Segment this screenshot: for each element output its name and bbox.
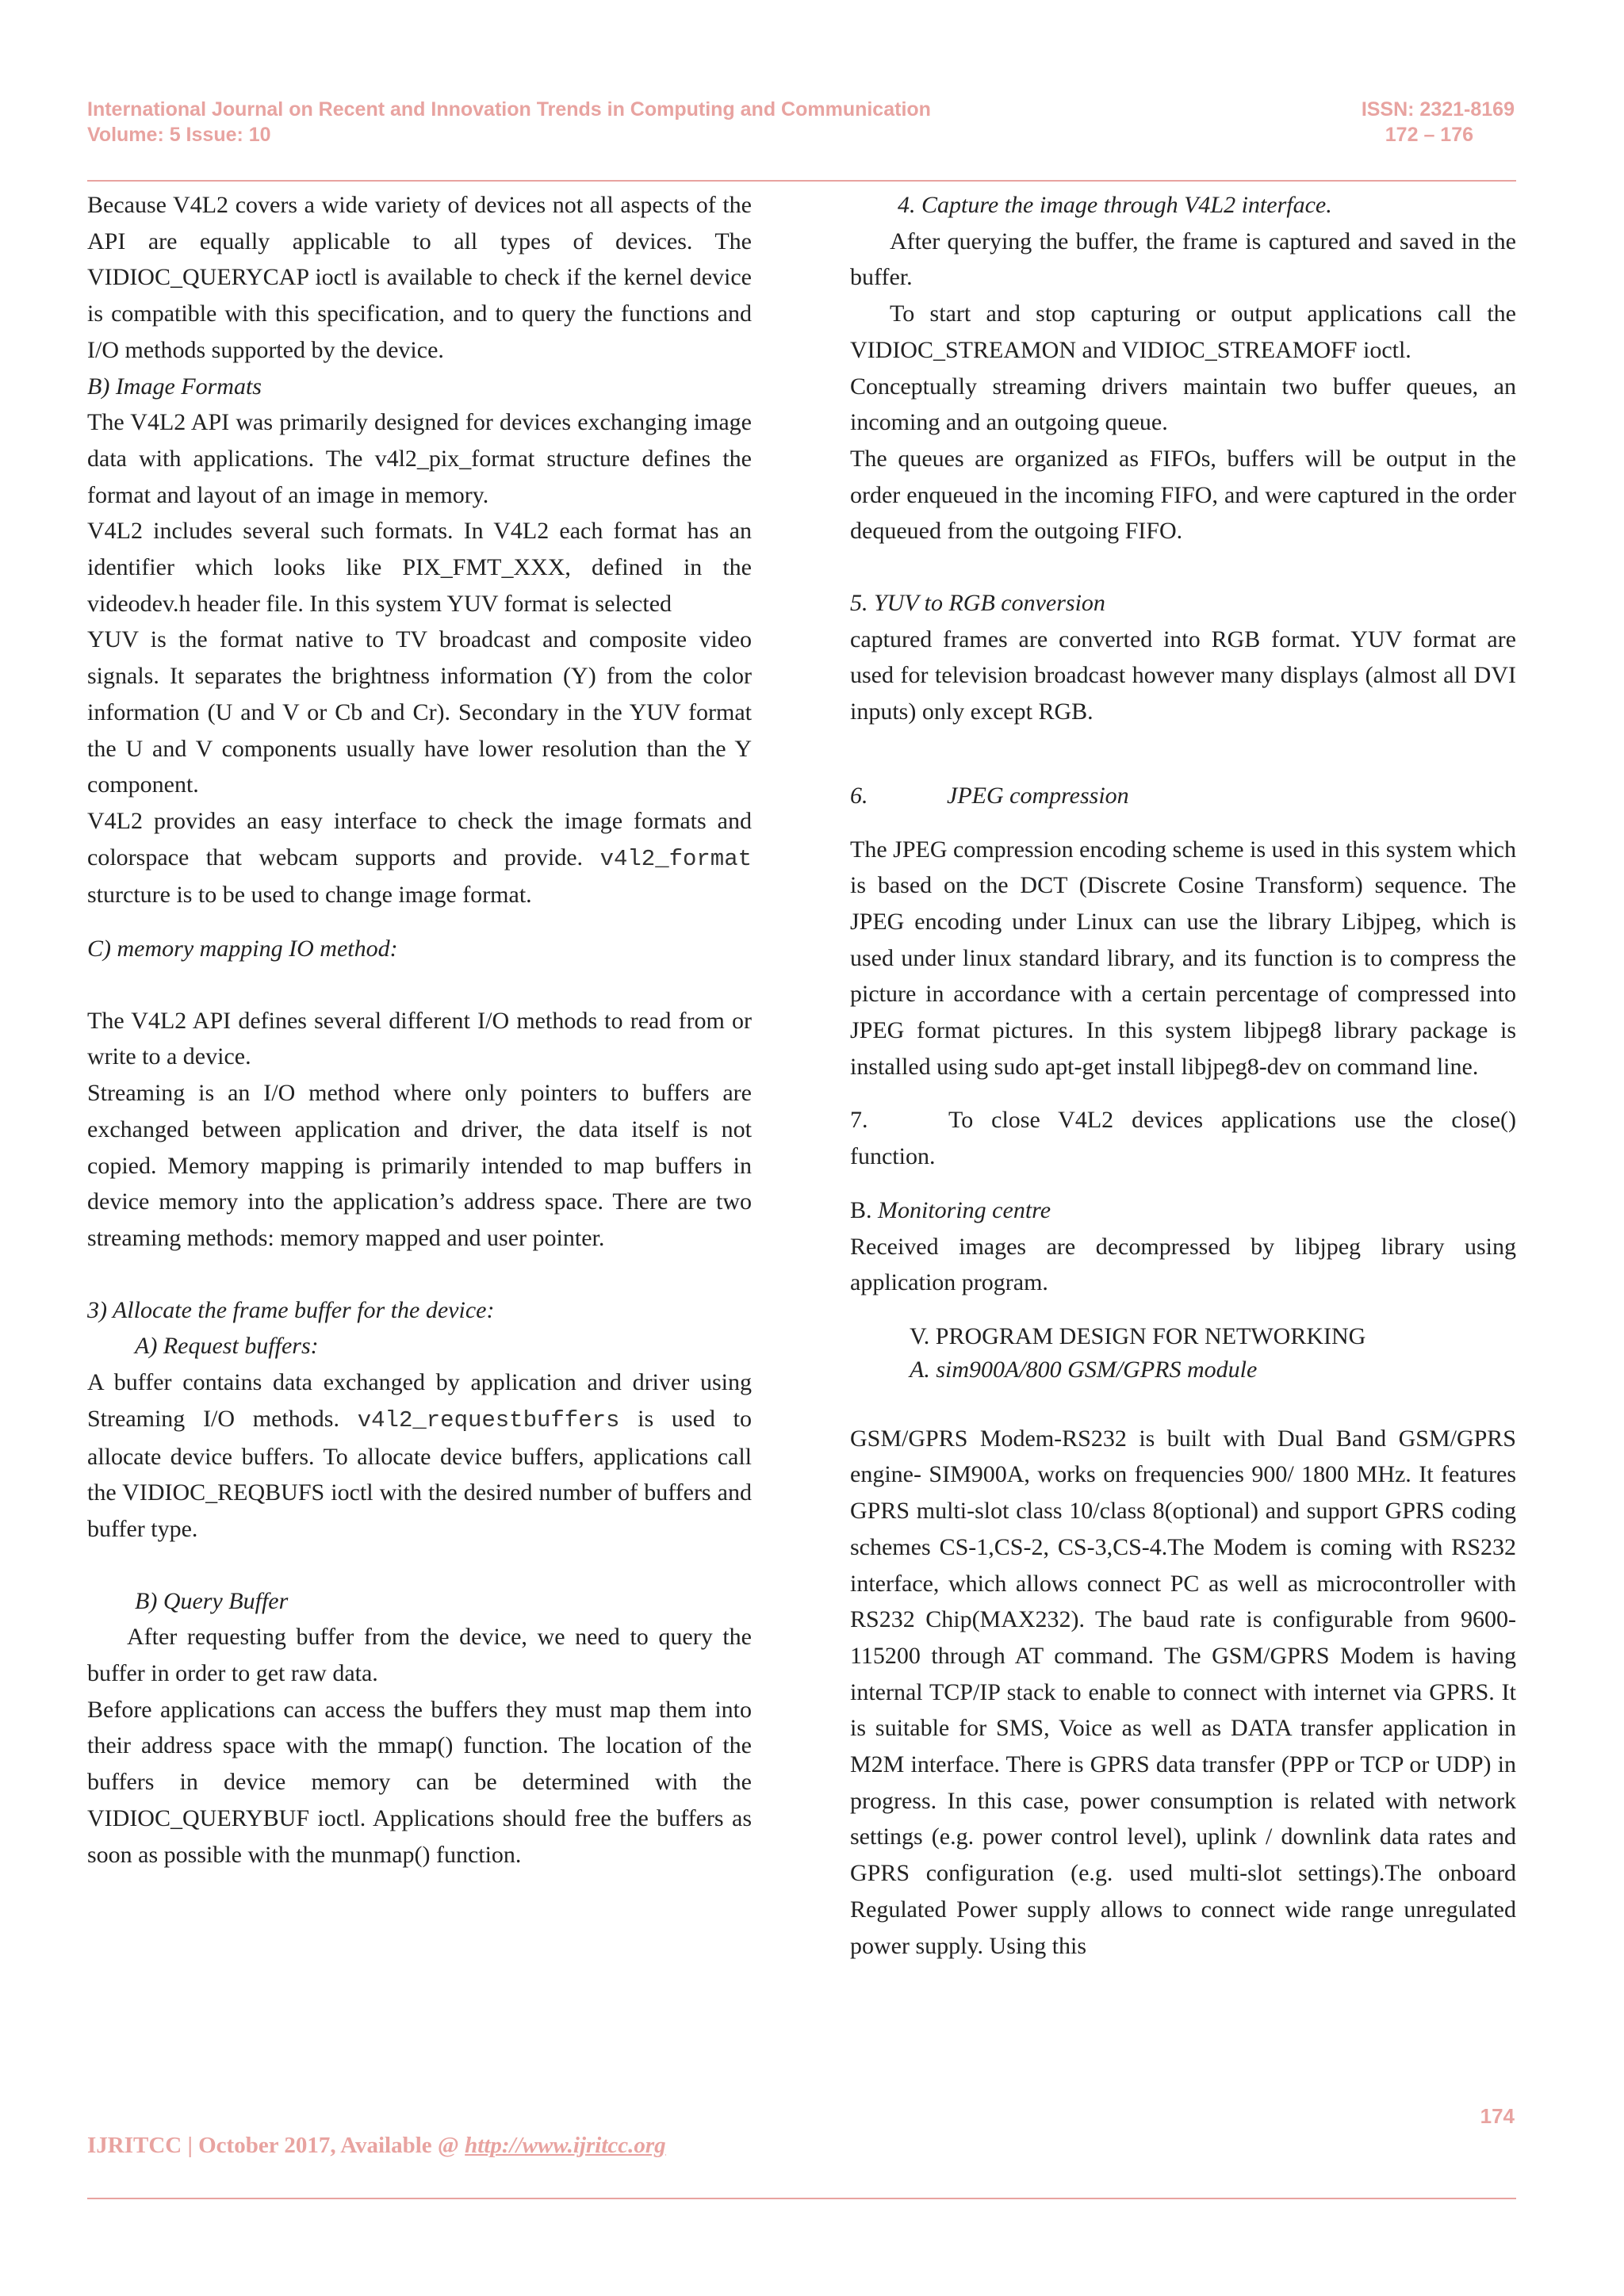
section-heading-memory-mapping: C) memory mapping IO method: (87, 936, 398, 962)
paragraph: The JPEG compression encoding scheme is used in this system which is based on the DCT (Discrete Cosine Transform) sequence. The JPEG encoding under Linux can use the library Libjpeg, which is used under linux standard library, and its function is to compress the picture in accordance with a certain percentage of compressed into JPEG format pictures. In this system libjpeg8 library package is installed using sudo apt-get install libjpeg8-dev on command line. (850, 836, 1516, 1080)
page-number: 174 (1480, 2104, 1515, 2128)
paragraph: Received images are decompressed by libjpeg library using application program. (850, 1233, 1516, 1296)
section-heading-yuv-rgb: 5. YUV to RGB conversion (850, 590, 1105, 617)
footer (87, 2133, 666, 2159)
paragraph: GSM/GPRS Modem-RS232 is built with Dual Band GSM/GPRS engine- SIM900A, works on frequencies 900/ 1800 MHz. It features GPRS multi-slot class 10/class 8(optional) and support GPRS coding schemes CS-1,CS-2, CS-3,CS-4.The Modem is coming with RS232 interface, which allows connect PC as well as microcontroller with RS232 Chip(MAX232). The baud rate is configurable from 9600-115200 through AT command. The GSM/GPRS Modem is having internal TCP/IP stack to enable to connect with internet via GPRS. It is suitable for SMS, Voice as well as DATA transfer application in M2M interface. There is GPRS data transfer (PPP or TCP or UDP) in progress. In this case, power consumption is related with network settings (e.g. power control level), uplink / downlink data rates and GPRS configuration (e.g. used multi-slot settings).The onboard Regulated Power supply allows to connect wide range unregulated power supply. Using this (850, 1425, 1516, 1959)
section-heading-capture: 4. Capture the image through V4L2 interface. (898, 192, 1332, 218)
page-range: 172 – 176 (1385, 124, 1473, 146)
paragraph: The V4L2 API was primarily designed for devices exchanging image data with applications. The v4l2_pix_format structure defines the format and layout of an image in memory. (87, 409, 752, 508)
paragraph: YUV is the format native to TV broadcast and composite video signals. It separates the brightness information (Y) from the color information (U and V or Cb and Cr). Secondary in the YUV format the U and V components usually have lower resolution than the Y component. (87, 626, 752, 798)
paragraph: Conceptually streaming drivers maintain two buffer queues, an incoming and an outgoing queue. (850, 373, 1516, 436)
issn: ISSN: 2321-8169 (1361, 98, 1515, 121)
text-span: is used to allocate device buffers. To allocate device buffers, applications call the VIDIOC_REQBUFS ioctl with the desired number of buffers and buffer type. (87, 1405, 753, 1542)
text-span: sturcture is to be used to change image format. (87, 882, 532, 909)
paragraph: V4L2 includes several such formats. In V4L2 each format has an identifier which looks like PIX_FMT_XXX, defined in the videodev.h header file. In this system YUV format is selected (87, 518, 752, 617)
heading-number: 6. (850, 782, 868, 809)
list-number: 7. (850, 1107, 868, 1134)
left-column (87, 187, 752, 1873)
journal-link[interactable]: http://www.ijritcc.org (465, 2133, 666, 2158)
heading-text: JPEG compression (947, 782, 1129, 809)
subsection-heading-sim900: A. sim900A/800 GSM/GPRS module (910, 1356, 1258, 1383)
footer-text: IJRITCC | October 2017, Available @ (87, 2133, 459, 2158)
paragraph: To start and stop capturing or output applications call the VIDIOC_STREAMON and VIDIOC_STREAMOFF ioctl. (850, 300, 1516, 363)
paragraph: After querying the buffer, the frame is captured and saved in the buffer. (850, 228, 1516, 291)
paragraph: The V4L2 API defines several different I/O methods to read from or write to a device. (87, 1007, 752, 1070)
volume-issue: Volume: 5 Issue: 10 (87, 124, 271, 146)
section-heading-jpeg (850, 778, 1516, 814)
heading-text: Monitoring centre (878, 1196, 1051, 1223)
section-heading-networking: V. PROGRAM DESIGN FOR NETWORKING (910, 1322, 1366, 1349)
paragraph (850, 1102, 1516, 1174)
paragraph: The queues are organized as FIFOs, buffers will be output in the order enqueued in the incoming FIFO, and were captured in the order dequeued from the outgoing FIFO. (850, 445, 1516, 545)
section-heading-allocate: 3) Allocate the frame buffer for the device: (87, 1296, 495, 1323)
paragraph (87, 803, 752, 913)
text-span: To close V4L2 devices applications use the close() function. (850, 1107, 1516, 1170)
paragraph (87, 1364, 752, 1548)
paragraph: Streaming is an I/O method where only pointers to buffers are exchanged between application and driver, the data itself is not copied. Memory mapping is primarily intended to map buffers in device memory into the application’s address space. There are two streaming methods: memory mapped and user pointer. (87, 1080, 752, 1251)
section-heading-image-formats: B) Image Formats (87, 373, 262, 400)
code-v4l2-requestbuffers: v4l2_requestbuffers (357, 1406, 620, 1433)
text-span: V4L2 provides an easy interface to check the image formats and colorspace that webcam supports and provide. (87, 807, 752, 871)
paragraph: After requesting buffer from the device, we need to query the buffer in order to get raw data. (87, 1624, 752, 1687)
right-column (850, 187, 1516, 1964)
header-rule (87, 180, 1516, 182)
paragraph: captured frames are converted into RGB format. YUV format are used for television broadcast however many displays (almost all DVI inputs) only except RGB. (850, 626, 1516, 725)
footer-rule (87, 2198, 1516, 2199)
subsection-heading-request: A) Request buffers: (135, 1333, 319, 1360)
subsection-heading-query: B) Query Buffer (135, 1587, 289, 1614)
paragraph: Because V4L2 covers a wide variety of devices not all aspects of the API are equally applicable to all types of devices. The VIDIOC_QUERYCAP ioctl is available to check if the kernel device is compatible with this specification, and to query the functions and I/O methods supported by the device. (87, 192, 752, 363)
paragraph: Before applications can access the buffers they must map them into their address space with the mmap() function. The location of the buffers in device memory can be determined with the VIDIOC_QUERYBUF ioctl. Applications should free the buffers as soon as possible with the munmap() function. (87, 1696, 752, 1868)
code-v4l2-format: v4l2_format (599, 845, 753, 872)
text-span: A buffer contains data exchanged by application and driver using Streaming I/O methods. (87, 1369, 752, 1432)
heading-number: B. (850, 1196, 872, 1223)
journal-title: International Journal on Recent and Innovation Trends in Computing and Communication (87, 98, 931, 121)
section-heading-monitoring (850, 1192, 1516, 1229)
running-header-left (87, 97, 931, 147)
running-header-right (1362, 97, 1515, 147)
